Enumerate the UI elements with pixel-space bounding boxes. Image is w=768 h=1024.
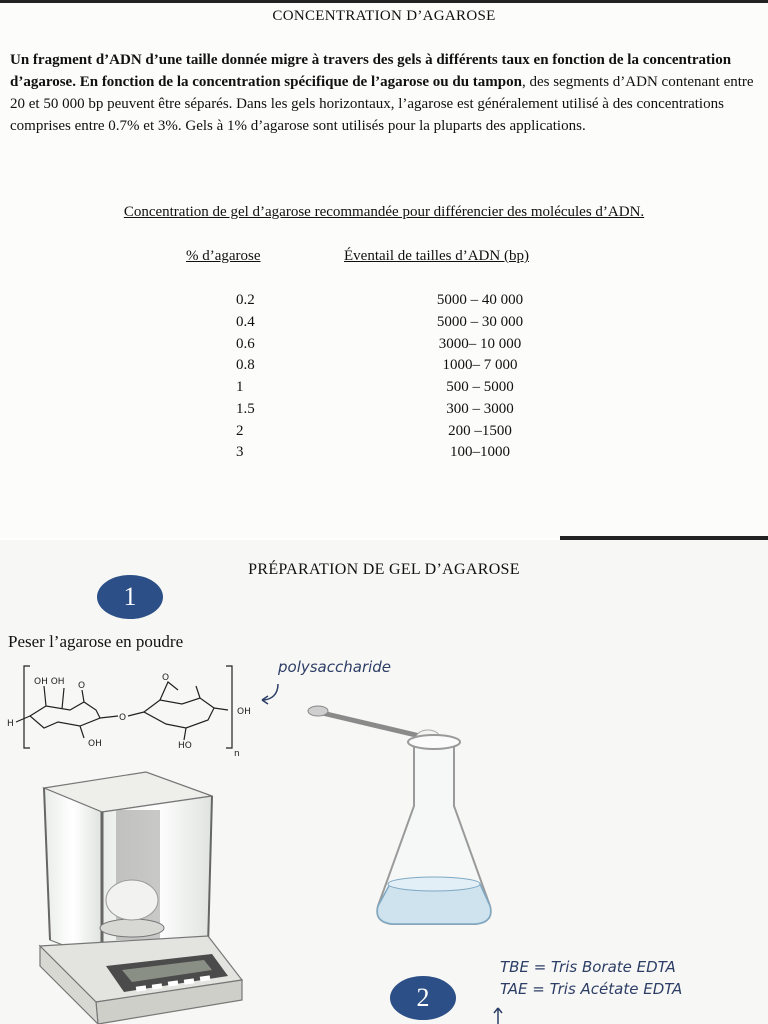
structure-label-ho: HO xyxy=(178,741,192,751)
structure-label-oh-oh: OH OH xyxy=(34,677,65,687)
handwritten-arrow xyxy=(490,1004,508,1024)
handwritten-polysaccharide-label: polysaccharide xyxy=(278,658,392,676)
dna-size-range: 300 – 3000 xyxy=(446,401,514,417)
dna-size-range: 200 –1500 xyxy=(448,423,512,439)
step-1-text: Peser l’agarose en poudre xyxy=(8,632,184,651)
page-edge xyxy=(560,536,768,540)
table-row xyxy=(0,401,768,423)
agarose-percent: 1 xyxy=(236,379,244,395)
paragraph-part-2: ou du tampon xyxy=(432,74,522,90)
paragraph-part-3: , des segments d’ADN contenant entre 20 et 50 000 bp peuvent être séparés. Dans les gels horizontaux, l’agarose est généralement utilisé à des concentrations comprises entre 0.7% et 3%. Gels à 1% d’agarose sont utilisés pour la pluparts des applications. xyxy=(10,74,754,134)
table-row xyxy=(0,314,768,336)
buffer-tbe-note: TBE = Tris Borate EDTA xyxy=(500,958,676,976)
dna-size-range: 500 – 5000 xyxy=(446,379,514,395)
table-row xyxy=(0,357,768,379)
step-1-badge: 1 xyxy=(97,575,163,619)
dna-size-range: 5000 – 30 000 xyxy=(436,314,524,330)
agarose-percent: 0.8 xyxy=(236,357,255,373)
agarose-percent: 3 xyxy=(236,444,244,460)
column-header-agarose: % d’agarose xyxy=(186,248,261,264)
table-row xyxy=(0,423,768,445)
step-2-badge: 2 xyxy=(390,976,456,1020)
structure-label-o: O xyxy=(162,673,170,683)
structure-label-o: O xyxy=(78,681,86,691)
paragraph-part-1: Un fragment d’ADN d’une taille donnée migre à travers des gels à différents taux en fonction de la concentration d’agarose. En fonction de la concentration spécifique de l’agarose xyxy=(10,52,732,90)
intro-paragraph xyxy=(10,49,762,137)
table-row xyxy=(0,444,768,466)
handwritten-arrow xyxy=(258,682,288,712)
structure-label-h: H xyxy=(7,719,14,729)
dna-size-range: 3000– 10 000 xyxy=(438,336,522,352)
flask-and-spatula-illustration xyxy=(300,700,510,960)
analytical-balance-illustration xyxy=(36,770,246,1024)
agarose-percent: 2 xyxy=(236,423,244,439)
structure-label-oh: OH xyxy=(237,707,251,717)
agarose-structure-diagram xyxy=(0,660,270,760)
dna-size-range: 1000– 7 000 xyxy=(442,357,518,373)
table-row xyxy=(0,379,768,401)
dna-size-range: 5000 – 40 000 xyxy=(436,292,524,308)
structure-label-o: O xyxy=(119,713,127,723)
agarose-percent: 1.5 xyxy=(236,401,255,417)
table-row xyxy=(0,292,768,314)
agarose-percent: 0.4 xyxy=(236,314,255,330)
table-row xyxy=(0,336,768,358)
page-edge xyxy=(0,0,768,3)
buffer-tae-note: TAE = Tris Acétate EDTA xyxy=(500,980,683,998)
column-header-dna-range: Éventail de tailles d’ADN (bp) xyxy=(344,248,529,264)
table-title: Concentration de gel d’agarose recommandée pour différencier des molécules d’ADN. xyxy=(123,204,645,220)
agarose-percent: 0.6 xyxy=(236,336,255,352)
dna-size-range: 100–1000 xyxy=(450,444,510,460)
structure-label-n: n xyxy=(234,749,240,759)
section-title-preparation: PRÉPARATION DE GEL D’AGAROSE xyxy=(248,561,520,578)
structure-label-oh: OH xyxy=(88,739,102,749)
section-title-concentration: CONCENTRATION D’AGAROSE xyxy=(272,8,496,24)
agarose-percent: 0.2 xyxy=(236,292,255,308)
